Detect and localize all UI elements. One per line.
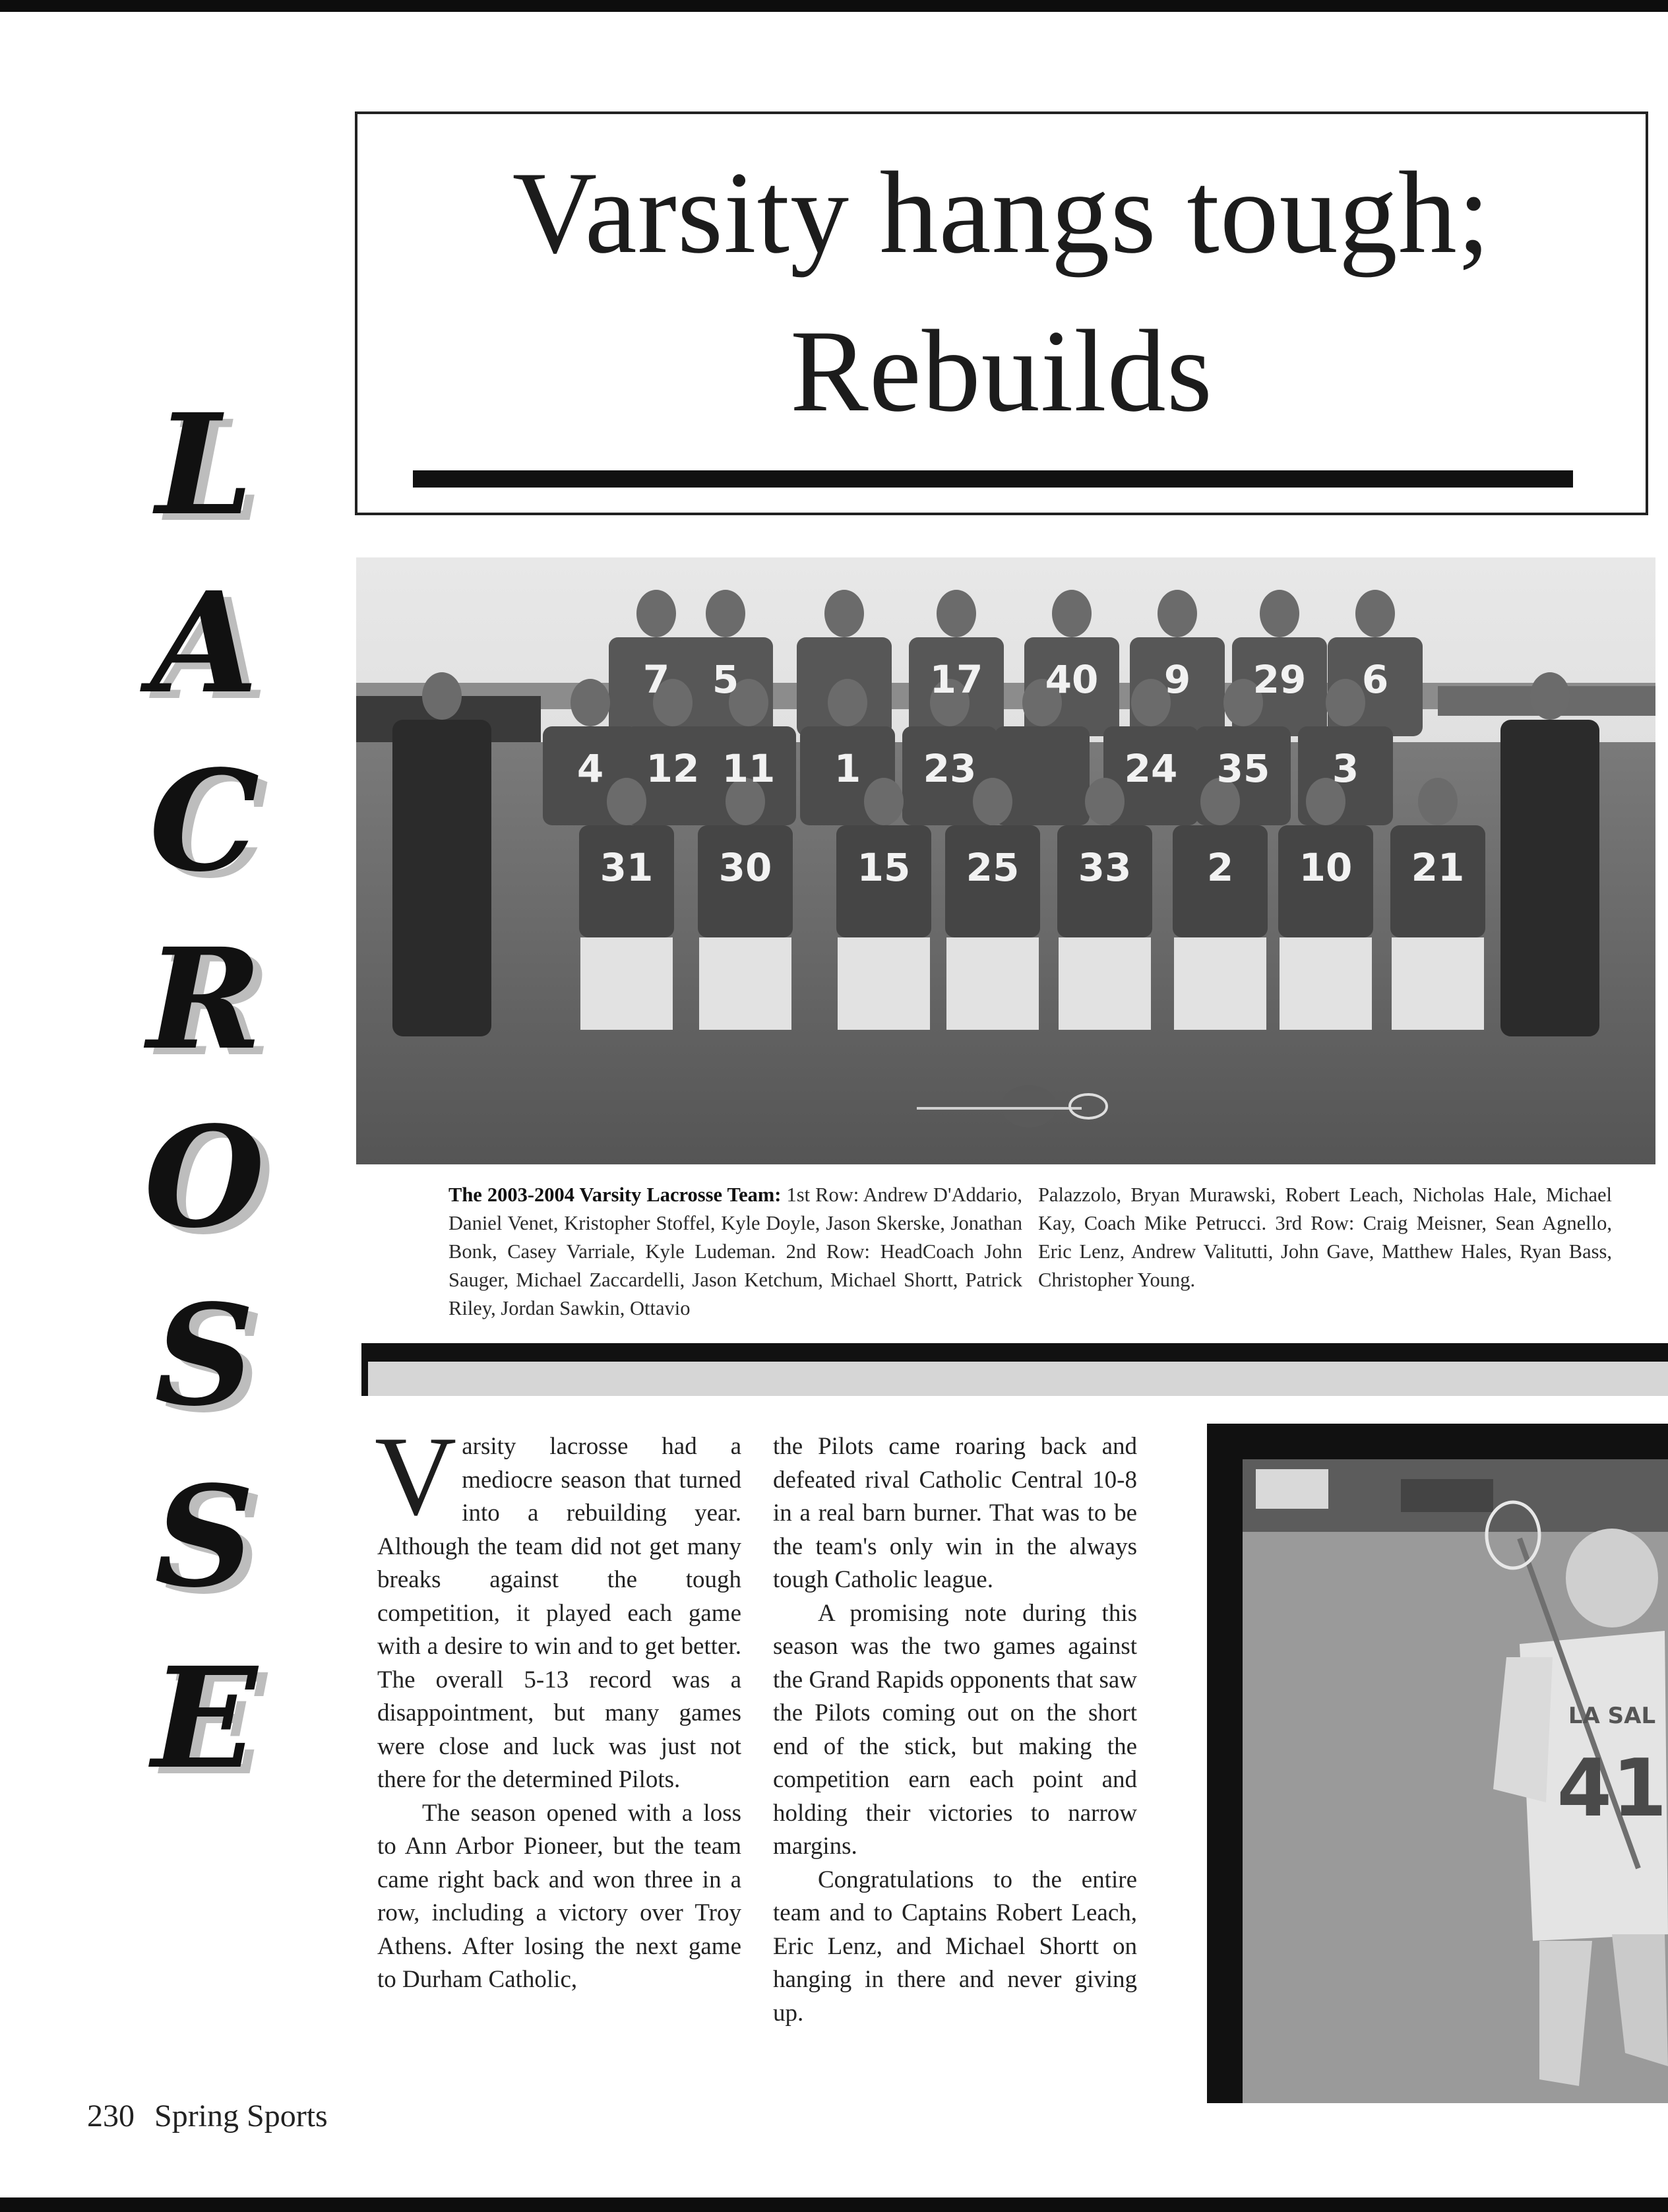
player-shorts (946, 937, 1039, 1030)
action-photo (1243, 1459, 1668, 2103)
section-divider-edge (361, 1343, 368, 1396)
jersey-number: 40 (1045, 657, 1099, 702)
player-shorts (838, 937, 930, 1030)
jersey-number: 31 (600, 845, 654, 890)
vertical-letter: A (150, 561, 259, 724)
player-shorts (699, 937, 791, 1030)
player-head (864, 778, 904, 825)
headline-rule (413, 470, 1573, 488)
team-photo (356, 557, 1655, 1164)
jersey-number: 11 (722, 746, 776, 791)
player-head (973, 778, 1012, 825)
jersey-number: 3 (1332, 746, 1359, 791)
vertical-letter: E (151, 1637, 258, 1800)
jersey-number: 25 (966, 845, 1020, 890)
article-paragraph: A promising note during this season was the two games against the Grand Rapids opponents that saw the Pilots coming out on the short end of the stick, but making the competition earn each point and holding their victories to narrow margins. (773, 1599, 1137, 1860)
jersey-number: 9 (1163, 657, 1191, 702)
jersey-number: 5 (712, 657, 739, 702)
player-head (1052, 590, 1092, 637)
jersey-number: 35 (1216, 746, 1270, 791)
player-head (571, 679, 610, 726)
jersey-number: 2 (1206, 845, 1234, 890)
player-head (1085, 778, 1125, 825)
jersey-number: 15 (857, 845, 911, 890)
article-paragraph: arsity lacrosse had a mediocre season that turned into a rebuilding year. Although the team did not get many breaks against the tough competition, it played each game with a desire to win and to get better. The overall 5-13 record was a disappointment, but many games were close and luck was just not there for the determined Pilots. (377, 1433, 741, 1793)
jersey-number: 4 (576, 746, 604, 791)
jersey-number: 24 (1124, 746, 1178, 791)
article-column-1 (375, 1414, 741, 1997)
player-shorts (1174, 937, 1266, 1030)
player-head (1355, 590, 1395, 637)
jersey-number: 21 (1411, 845, 1465, 890)
section-name: Spring Sports (154, 2099, 328, 2133)
section-divider (361, 1343, 1668, 1362)
action-jersey-number: 41 (1557, 1743, 1667, 1835)
caption-text: 1st Row: Andrew D'Addario, Daniel Venet, Kristopher Stoffel, Kyle Doyle, Jason Skerske, Jonathan Bonk, Casey Varriale, Kyle Ludeman. 2nd Row: HeadCoach John Sauger, Michael Zaccardelli, Jason Ketchum, Michael Shortt, Patrick Riley, Jordan Sawkin, Ottavio (448, 1184, 1023, 1319)
headline-line-2: Rebuilds (790, 305, 1213, 436)
player-head (824, 590, 864, 637)
headline-box (355, 111, 1648, 515)
jersey-number: 29 (1252, 657, 1307, 702)
jersey-number: 33 (1078, 845, 1132, 890)
caption-text: Palazzolo, Bryan Murawski, Robert Leach, Nicholas Hale, Michael Kay, Coach Mike Petrucci. 3rd Row: Craig Meisner, Sean Agnello, Eric Lenz, Andrew Valitutti, John Gave, Matthew Hales, Ryan Bass, Christopher Young. (1038, 1184, 1612, 1291)
bottom-border (0, 2197, 1668, 2212)
vertical-letter: S (154, 1455, 255, 1618)
player-head (1418, 778, 1458, 825)
player-shorts (1392, 937, 1484, 1030)
jersey-number: 6 (1361, 657, 1389, 702)
vertical-letter: L (156, 383, 253, 546)
player-shorts (1059, 937, 1151, 1030)
jersey-number: 23 (923, 746, 977, 791)
drop-cap: V (375, 1414, 457, 1539)
coach-figure (1500, 720, 1599, 1036)
jersey-number: 17 (929, 657, 983, 702)
vertical-letter: C (149, 740, 260, 902)
player-head (1158, 590, 1197, 637)
jersey-number: 1 (834, 746, 861, 791)
caption-column-1 (448, 1181, 1022, 1323)
player-shorts (1280, 937, 1372, 1030)
vertical-letter: R (146, 918, 263, 1081)
jersey-number: 7 (642, 657, 670, 702)
player-head (636, 590, 676, 637)
caption-lead: The 2003-2004 Varsity Lacrosse Team: (448, 1184, 782, 1206)
player-head (1260, 590, 1299, 637)
article-paragraph: the Pilots came roaring back and defeated rival Catholic Central 10-8 in a real barn burner. That was to be the team's only win in the always tough Catholic league. (773, 1433, 1137, 1593)
article-column-2 (773, 1430, 1137, 2030)
player-head (937, 590, 976, 637)
player-shorts (580, 937, 673, 1030)
caption-column-2 (1038, 1181, 1612, 1294)
vertical-letter: O (144, 1096, 265, 1259)
vertical-letter: S (154, 1274, 255, 1437)
player-head (828, 679, 867, 726)
player-head (706, 590, 745, 637)
coach-figure (392, 720, 491, 1036)
article-paragraph: Congratulations to the entire team and to Captains Robert Leach, Eric Lenz, and Michael Shortt on hanging in there and never giving up. (773, 1866, 1137, 2027)
top-border (0, 0, 1668, 12)
article-paragraph: The season opened with a loss to Ann Arbor Pioneer, but the team came right back and won three in a row, including a victory over Troy Athens. After losing the next game to Durham Catholic, (377, 1799, 741, 1993)
page-footer (87, 2098, 328, 2134)
action-jersey-text: LA SAL (1568, 1703, 1656, 1729)
jersey-number: 10 (1299, 845, 1353, 890)
coach-head (1530, 672, 1570, 720)
coach-head (422, 672, 462, 720)
player-head (1326, 679, 1365, 726)
player-head (607, 778, 646, 825)
section-divider-shade (361, 1362, 1668, 1396)
page-number: 230 (87, 2099, 135, 2133)
jersey-number: 30 (718, 845, 772, 890)
headline-line-1: Varsity hangs tough; (512, 147, 1491, 278)
jersey-number: 12 (646, 746, 700, 791)
